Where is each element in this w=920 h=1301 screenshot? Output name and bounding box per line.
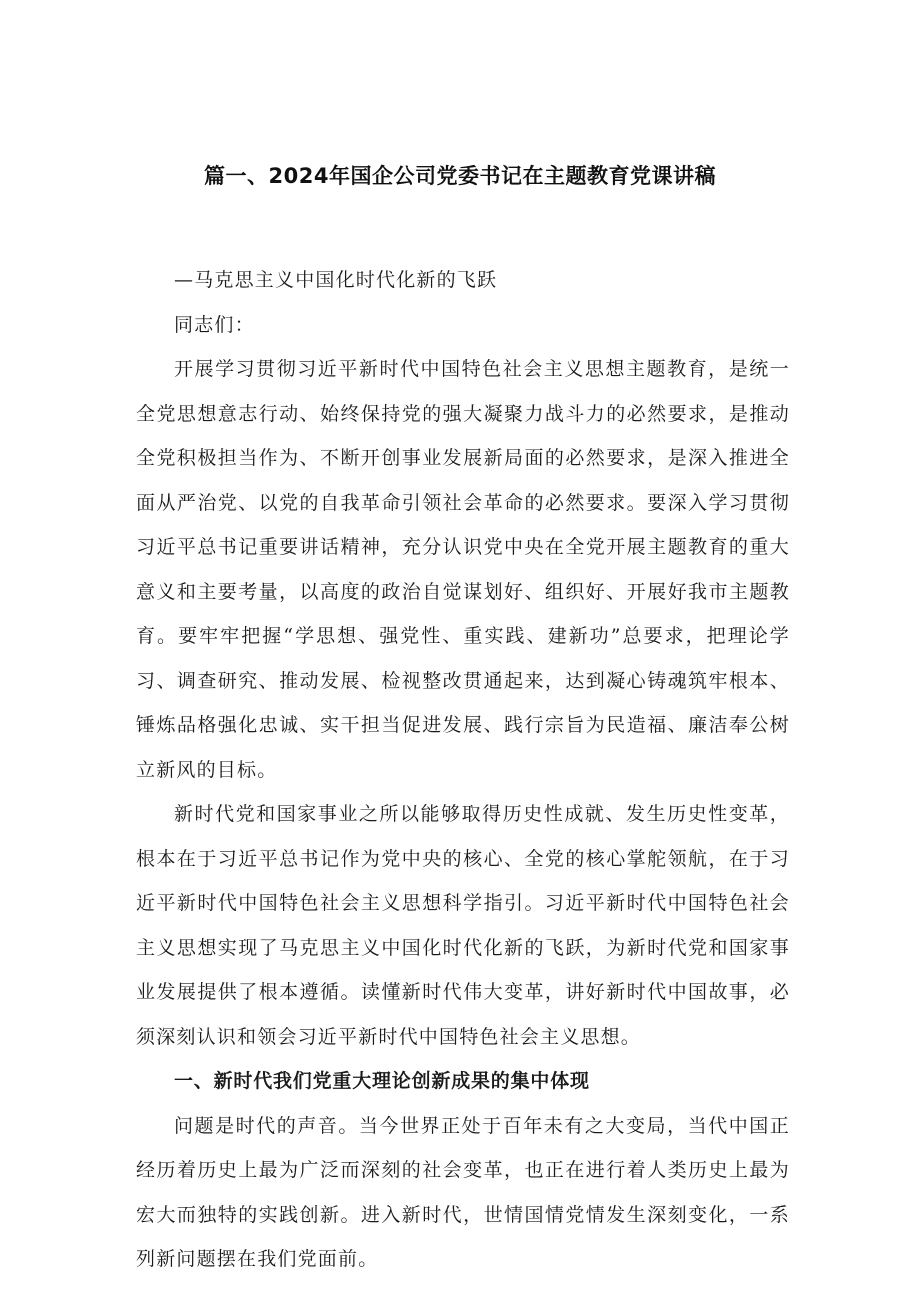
paragraph-1: 开展学习贯彻习近平新时代中国特色社会主义思想主题教育，是统一全党思想意志行动、始终保持党的强大凝聚力战斗力的必然要求，是推动全党积极担当作为、不断开创事业发展新局面的必然要求，是深入推进全面从严治党、以党的自我革命引领社会革命的必然要求。要深入学习贯彻习近平总书记重要讲话精神，充分认识党中央在全党开展主题教育的重大意义和主要考量，以高度的政治自觉谋划好、组织好、开展好我市主题教育。要牢牢把握“学思想、强党性、重实践、建新功”总要求，把理论学习、调查研究、推动发展、检视整改贯通起来，达到凝心铸魂筑牢根本、锤炼品格强化忠诚、实干担当促进发展、践行宗旨为民造福、廉洁奉公树立新风的目标。 (136, 358, 790, 781)
document-title: 篇一、2024年国企公司党委书记在主题教育党课讲稿 (204, 164, 716, 188)
section-paragraph: 问题是时代的声音。当今世界正处于百年未有之大变局，当代中国正经历着历史上最为广泛而深刻的社会变革，也正在进行着人类历史上最为宏大而独特的实践创新。进入新时代，世情国情党情发生深刻变化，一系列新问题摆在我们党面前。 (136, 1114, 790, 1270)
salutation: 同志们： (174, 313, 255, 336)
subtitle: —马克思主义中国化时代化新的飞跃 (174, 269, 498, 291)
section-heading: 一、新时代我们党重大理论创新成果的集中体现 (174, 1070, 590, 1092)
paragraph-2: 新时代党和国家事业之所以能够取得历史性成就、发生历史性变革，根本在于习近平总书记作为党中央的核心、全党的核心掌舵领航，在于习近平新时代中国特色社会主义思想科学指引。习近平新时代中国特色社会主义思想实现了马克思主义中国化时代化新的飞跃，为新时代党和国家事业发展提供了根本遵循。读懂新时代伟大变革，讲好新时代中国故事，必须深刻认识和领会习近平新时代中国特色社会主义思想。 (136, 803, 790, 1048)
document-body (136, 258, 790, 1282)
